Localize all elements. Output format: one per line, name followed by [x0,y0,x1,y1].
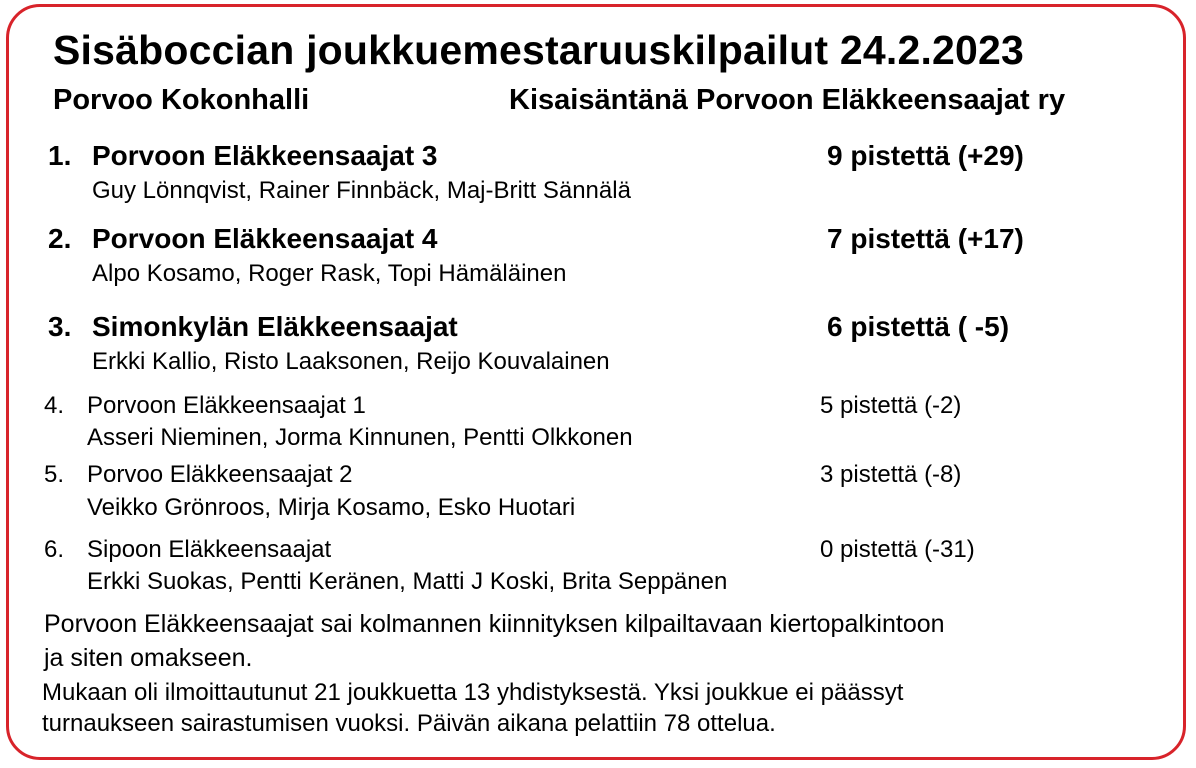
result-members: Guy Lönnqvist, Rainer Finnbäck, Maj-Britt Sännälä [92,177,631,204]
result-members: Alpo Kosamo, Roger Rask, Topi Hämäläinen [92,260,567,287]
result-points: 9 pistettä (+29) [827,140,1024,171]
result-rank: 3. [48,311,72,342]
result-team: Simonkylän Eläkkeensaajat [92,311,458,342]
host-label: Kisaisäntänä Porvoon Eläkkeensaajat ry [509,84,1066,116]
result-rank: 6. [44,536,65,563]
note-participation-line-2: turnaukseen sairastumisen vuoksi. Päivän aikana pelattiin 78 ottelua. [42,710,776,737]
result-team: Sipoon Eläkkeensaajat [87,536,332,563]
result-rank: 2. [48,223,72,254]
result-team: Porvoon Eläkkeensaajat 4 [92,223,438,254]
result-members: Asseri Nieminen, Jorma Kinnunen, Pentti Olkkonen [87,424,633,451]
venue-label: Porvoo Kokonhalli [53,84,310,116]
note-participation-line-1: Mukaan oli ilmoittautunut 21 joukkuetta 13 yhdistyksestä. Yksi joukkue ei päässyt [42,679,904,706]
result-members: Veikko Grönroos, Mirja Kosamo, Esko Huotari [87,494,576,521]
result-rank: 4. [44,392,65,419]
result-points: 7 pistettä (+17) [827,223,1024,254]
result-points: 0 pistettä (-31) [820,536,975,563]
result-team: Porvoon Eläkkeensaajat 3 [92,140,438,171]
note-trophy-line-2: ja siten omakseen. [44,644,253,672]
result-points: 5 pistettä (-2) [820,392,962,419]
result-rank: 1. [48,140,72,171]
page-title: Sisäboccian joukkuemestaruuskilpailut 24.2.2023 [53,27,1025,73]
result-team: Porvoon Eläkkeensaajat 1 [87,392,366,419]
result-team: Porvoo Eläkkeensaajat 2 [87,461,353,488]
result-members: Erkki Suokas, Pentti Keränen, Matti J Koski, Brita Seppänen [87,568,728,595]
note-trophy-line-1: Porvoon Eläkkeensaajat sai kolmannen kiinnityksen kilpailtavaan kiertopalkintoon [44,610,945,638]
result-rank: 5. [44,461,65,488]
result-points: 3 pistettä (-8) [820,461,962,488]
result-points: 6 pistettä ( -5) [827,311,1010,342]
result-members: Erkki Kallio, Risto Laaksonen, Reijo Kouvalainen [92,348,610,375]
